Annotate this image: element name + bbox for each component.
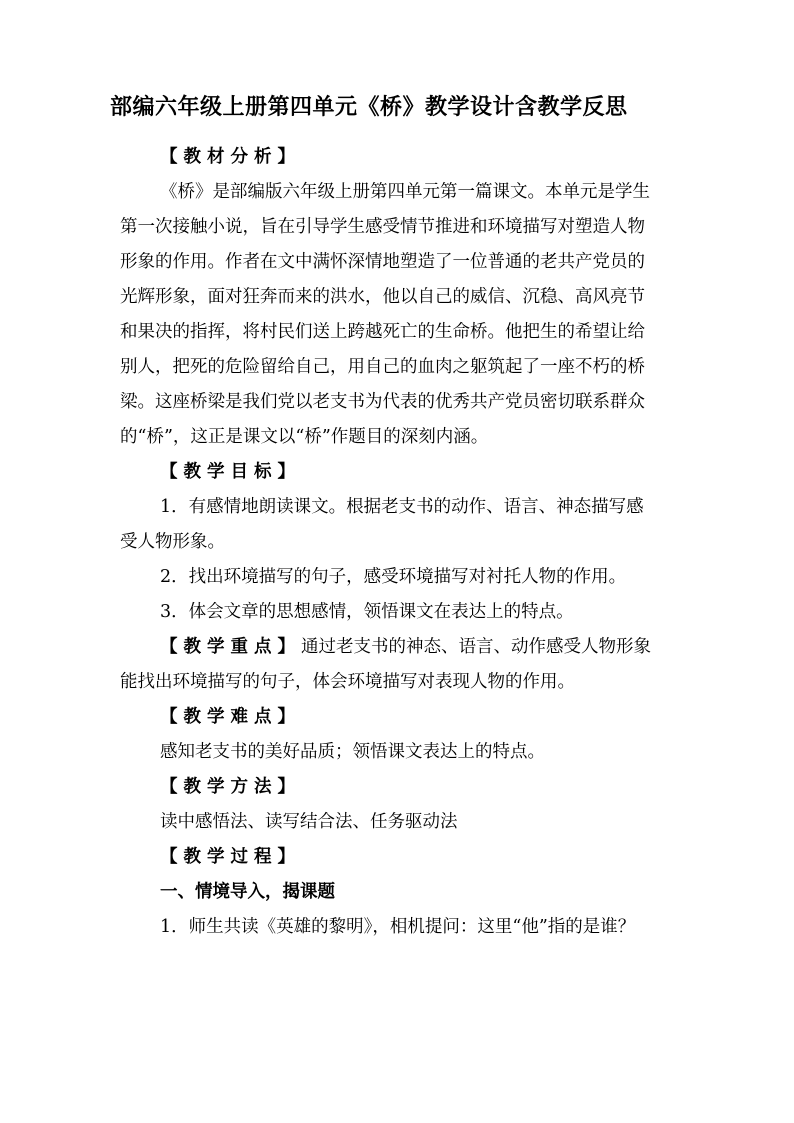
goal-item-3: 3．体会文章的思想感情，领悟课文在表达上的特点。 bbox=[160, 602, 574, 622]
analysis-line: 第一次接触小说，旨在引导学生感受情节推进和环境描写对塑造人物 bbox=[120, 217, 645, 237]
goal-item-1-cont: 受人物形象。 bbox=[120, 532, 225, 552]
key-points-text-cont: 能找出环境描写的句子，体会环境描写对表现人物的作用。 bbox=[120, 672, 575, 692]
difficulty-text: 感知老支书的美好品质；领悟课文表达上的特点。 bbox=[160, 742, 545, 762]
step-1-item-1: 1．师生共读《英雄的黎明》，相机提问：这里“他”指的是谁？ bbox=[160, 917, 636, 937]
method-text: 读中感悟法、读写结合法、任务驱动法 bbox=[160, 812, 458, 832]
document-body bbox=[120, 140, 680, 945]
analysis-line: 光辉形象，面对狂奔而来的洪水，他以自己的威信、沉稳、高风亮节 bbox=[120, 287, 645, 307]
page-title: 部编六年级上册第四单元《桥》教学设计含教学反思 bbox=[110, 95, 628, 120]
goal-item-2: 2．找出环境描写的句子，感受环境描写对衬托人物的作用。 bbox=[160, 567, 627, 587]
key-points-text: 通过老支书的神态、语言、动作感受人物形象 bbox=[301, 637, 651, 657]
analysis-line: 别人，把死的危险留给自己，用自己的血肉之躯筑起了一座不朽的桥 bbox=[120, 357, 645, 377]
section-heading-difficulty: 【教学难点】 bbox=[160, 707, 301, 727]
section-heading-method: 【教学方法】 bbox=[160, 777, 301, 797]
section-heading-key: 【教学重点】 bbox=[160, 637, 301, 657]
analysis-line: 形象的作用。作者在文中满怀深情地塑造了一位普通的老共产党员的 bbox=[120, 252, 645, 272]
analysis-line: 的“桥”，这正是课文以“桥”作题目的深刻内涵。 bbox=[120, 427, 489, 447]
section-heading-process: 【教学过程】 bbox=[160, 847, 301, 867]
step-heading-1: 一、情境导入，揭课题 bbox=[160, 882, 335, 902]
section-heading-analysis: 【教材分析】 bbox=[160, 147, 301, 167]
analysis-line: 梁。这座桥梁是我们党以老支书为代表的优秀共产党员密切联系群众 bbox=[120, 392, 645, 412]
section-heading-goals: 【教学目标】 bbox=[160, 462, 301, 482]
analysis-line: 《桥》是部编版六年级上册第四单元第一篇课文。本单元是学生 bbox=[160, 182, 650, 202]
goal-item-1: 1．有感情地朗读课文。根据老支书的动作、语言、神态描写感 bbox=[160, 497, 644, 517]
key-points-line bbox=[120, 630, 680, 665]
analysis-line: 和果决的指挥，将村民们送上跨越死亡的生命桥。他把生的希望让给 bbox=[120, 322, 645, 342]
